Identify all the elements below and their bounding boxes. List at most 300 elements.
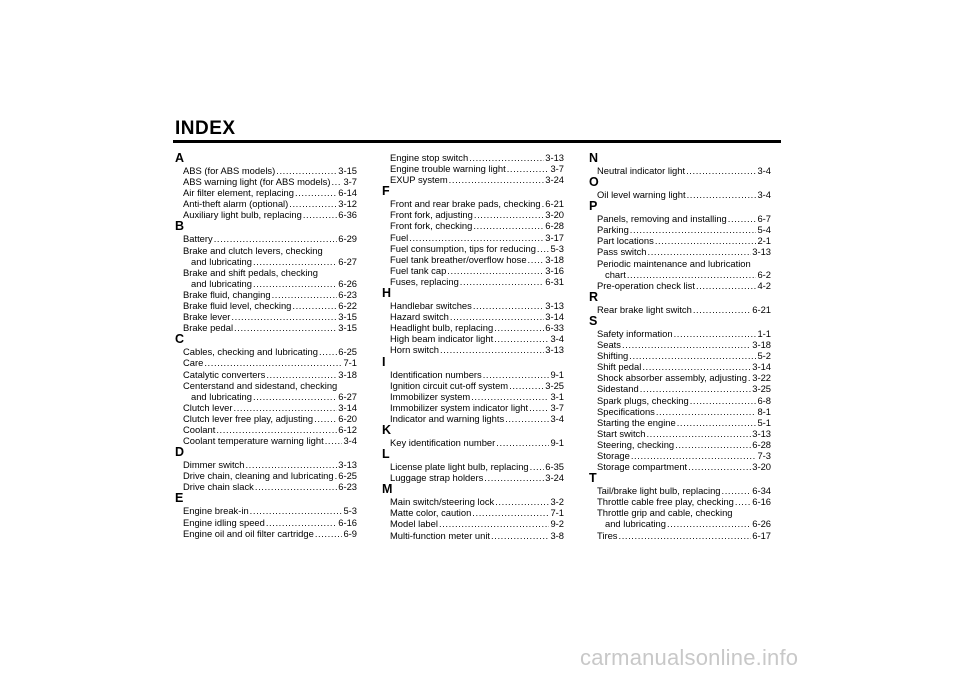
index-column-3: [589, 152, 771, 541]
page-reference: 9-1: [550, 436, 564, 448]
leader-dots: [674, 328, 757, 339]
index-entry-text: Immobilizer system indicator light: [390, 401, 529, 413]
section-letter: T: [589, 471, 597, 486]
index-entry: [382, 254, 564, 265]
index-entry: [382, 322, 564, 333]
leader-dots: [728, 213, 757, 224]
page-reference: 3-4: [550, 333, 564, 345]
watermark: carmanualsonline.info: [580, 645, 799, 670]
leader-dots: [474, 209, 544, 220]
index-entry-text: Engine oil and oil filter cartridge: [183, 527, 314, 539]
leader-dots: [449, 174, 545, 185]
leader-dots: [646, 428, 751, 439]
index-entry-text: Pre-operation check list: [597, 279, 695, 291]
page-reference: 6-8: [757, 394, 771, 406]
index-entry: [175, 289, 357, 300]
page-reference: 3-25: [545, 379, 564, 391]
index-entry-text: Identification numbers: [390, 368, 482, 380]
leader-dots: [693, 304, 751, 315]
leader-dots: [622, 339, 751, 350]
page-reference: 3-13: [752, 427, 771, 439]
index-entry: [175, 209, 357, 220]
index-entry: [589, 361, 771, 372]
page-reference: 6-21: [545, 198, 564, 210]
page-reference: 3-18: [338, 368, 357, 380]
leader-dots: [675, 439, 751, 450]
index-entry: [589, 213, 771, 224]
leader-dots: [505, 413, 549, 424]
index-entry-text: Part locations: [597, 235, 654, 247]
leader-dots: [542, 198, 545, 209]
index-entry-text: Battery: [183, 233, 213, 245]
index-entry: [382, 496, 564, 507]
index-entry: [382, 243, 564, 254]
page-reference: 7-1: [343, 357, 357, 369]
page-reference: 6-22: [338, 300, 357, 312]
leader-dots: [696, 280, 756, 291]
section-letter: P: [589, 199, 598, 214]
index-entry-text: Engine break-in: [183, 505, 249, 517]
index-entry-text: Periodic maintenance and lubrication: [597, 257, 751, 269]
page-reference: 6-7: [757, 213, 771, 225]
index-entry-text: Key identification number: [390, 436, 496, 448]
leader-dots: [295, 187, 337, 198]
index-entry: [382, 369, 564, 380]
page-reference: 5-2: [757, 350, 771, 362]
page-reference: 6-25: [338, 470, 357, 482]
page-reference: 3-25: [752, 383, 771, 395]
page-reference: 3-17: [545, 231, 564, 243]
index-entry: [589, 439, 771, 450]
index-entry-text: Ignition circuit cut-off system: [390, 379, 509, 391]
index-entry: [589, 339, 771, 350]
index-entry: [175, 233, 357, 244]
index-entry-text: Tail/brake light bulb, replacing: [597, 485, 721, 497]
index-entry: [589, 496, 771, 507]
page-reference: 6-12: [338, 423, 357, 435]
index-entry-text: and lubricating: [605, 518, 666, 530]
index-entry: [175, 435, 357, 446]
leader-dots: [735, 496, 751, 507]
leader-dots: [245, 459, 337, 470]
index-entry: [175, 198, 357, 209]
index-entry: [382, 152, 564, 163]
leader-dots: [722, 485, 752, 496]
leader-dots: [204, 357, 342, 368]
index-entry: [382, 209, 564, 220]
index-entry-text: Auxiliary light bulb, replacing: [183, 209, 302, 221]
index-entry: [175, 322, 357, 333]
leader-dots: [292, 300, 337, 311]
page-reference: 4-2: [757, 279, 771, 291]
index-entry-text: Sidestand: [597, 383, 639, 395]
index-entry: [382, 220, 564, 231]
section-letter: H: [382, 286, 392, 301]
page-reference: 6-27: [338, 255, 357, 267]
index-entry: [589, 280, 771, 291]
index-column-1: [175, 152, 357, 539]
index-entry-text: Coolant: [183, 423, 216, 435]
page-reference: 3-15: [338, 322, 357, 334]
index-entry-text: ABS warning light (for ABS models): [183, 176, 331, 188]
index-entry-text: Brake fluid, changing: [183, 288, 271, 300]
index-entry: [589, 395, 771, 406]
index-entry: [175, 459, 357, 470]
section-letter: I: [382, 354, 386, 369]
index-entry-text: Matte color, caution: [390, 507, 472, 519]
index-entry: [175, 528, 357, 539]
index-entry-text: Front and rear brake pads, checking: [390, 198, 541, 210]
index-entry-text: Storage compartment: [597, 461, 688, 473]
page-reference: 3-7: [550, 401, 564, 413]
leader-dots: [473, 300, 544, 311]
page-reference: 3-13: [545, 300, 564, 312]
leader-dots: [655, 235, 757, 246]
index-entry: [589, 428, 771, 439]
index-entry: [382, 311, 564, 322]
page-reference: 3-20: [545, 209, 564, 221]
index-entry-text: Fuel: [390, 231, 409, 243]
index-entry-text: Air filter element, replacing: [183, 187, 294, 199]
leader-dots: [460, 276, 544, 287]
title-rule: [173, 140, 781, 143]
leader-dots: [491, 530, 549, 541]
index-entry: [589, 507, 771, 529]
page-reference: 3-7: [343, 176, 357, 188]
index-entry-text: Start switch: [597, 427, 646, 439]
leader-dots: [496, 437, 549, 448]
index-entry-text: License plate light bulb, replacing: [390, 461, 529, 473]
page-reference: 3-13: [545, 152, 564, 163]
index-entry: [175, 424, 357, 435]
leader-dots: [214, 233, 338, 244]
section-letter: O: [589, 175, 599, 190]
leader-dots: [440, 344, 544, 355]
index-entry: [589, 372, 771, 383]
index-entry: [589, 417, 771, 428]
leader-dots: [530, 461, 545, 472]
leader-dots: [509, 380, 544, 391]
page-reference: 8-1: [757, 405, 771, 417]
leader-dots: [688, 461, 751, 472]
leader-dots: [484, 472, 544, 483]
index-entry: [175, 357, 357, 368]
page-reference: 6-34: [752, 485, 771, 497]
section-letter: A: [175, 151, 185, 165]
page-reference: 6-23: [338, 288, 357, 300]
leader-dots: [272, 289, 338, 300]
index-entry: [589, 383, 771, 394]
leader-dots: [495, 496, 549, 507]
index-entry-text: Spark plugs, checking: [597, 394, 689, 406]
page-reference: 9-2: [550, 518, 564, 530]
index-entry-text: Oil level warning light: [597, 189, 686, 201]
index-entry-text: Tires: [597, 529, 618, 541]
page-reference: 6-14: [338, 187, 357, 199]
index-entry: [382, 265, 564, 276]
leader-dots: [289, 198, 337, 209]
index-entry-text: and lubricating: [191, 277, 252, 289]
page-reference: 6-28: [545, 220, 564, 232]
page-reference: 7-1: [550, 507, 564, 519]
index-entry-text: Neutral indicator light: [597, 165, 686, 176]
index-entry-text: Safety information: [597, 327, 673, 339]
leader-dots: [234, 402, 338, 413]
leader-dots: [303, 209, 337, 220]
leader-dots: [447, 265, 544, 276]
section-letter: S: [589, 313, 598, 328]
index-entry-text: Drive chain, cleaning and lubricating: [183, 470, 334, 482]
index-entry-text: High beam indicator light: [390, 333, 494, 345]
leader-dots: [335, 470, 338, 481]
index-entry: [589, 461, 771, 472]
leader-dots: [469, 152, 544, 163]
leader-dots: [631, 450, 757, 461]
leader-dots: [630, 224, 757, 235]
page-reference: 3-7: [550, 163, 564, 175]
section-letter: K: [382, 422, 392, 437]
leader-dots: [266, 369, 337, 380]
index-entry: [382, 507, 564, 518]
page-reference: 6-35: [545, 461, 564, 473]
index-entry-text: Coolant temperature warning light: [183, 435, 324, 447]
index-entry-text: Clutch lever: [183, 401, 233, 413]
leader-dots: [409, 232, 544, 243]
index-entry-text: Throttle cable free play, checking: [597, 496, 734, 508]
index-entry-text: chart: [605, 268, 626, 280]
index-entry-text: Multi-function meter unit: [390, 529, 491, 541]
index-entry-text: Indicator and warning lights: [390, 412, 505, 424]
page-reference: 5-3: [343, 505, 357, 517]
page-reference: 6-23: [338, 481, 357, 493]
page-reference: 6-26: [338, 277, 357, 289]
leader-dots: [231, 311, 337, 322]
section-letter: F: [382, 184, 390, 199]
leader-dots: [315, 528, 343, 539]
section-letter: D: [175, 445, 185, 460]
index-entry: [382, 276, 564, 287]
leader-dots: [253, 278, 337, 289]
page-reference: 6-20: [338, 412, 357, 424]
index-entry-text: Clutch lever free play, adjusting: [183, 412, 314, 424]
page-reference: 6-2: [757, 268, 771, 280]
section-letter: N: [589, 151, 599, 165]
page-reference: 6-16: [752, 496, 771, 508]
leader-dots: [627, 269, 757, 280]
index-entry-text: Fuel tank breather/overflow hose: [390, 253, 527, 265]
leader-dots: [250, 505, 343, 516]
index-entry: [175, 505, 357, 516]
leader-dots: [253, 256, 337, 267]
index-entry-text: and lubricating: [191, 255, 252, 267]
page-reference: 3-14: [545, 311, 564, 323]
index-entry: [382, 413, 564, 424]
index-column-2: [382, 152, 564, 541]
leader-dots: [494, 322, 544, 333]
leader-dots: [255, 481, 337, 492]
index-entry-text: Cables, checking and lubricating: [183, 346, 318, 358]
page-reference: 3-4: [757, 165, 771, 176]
index-entry: [175, 267, 357, 289]
page-reference: 6-9: [343, 527, 357, 539]
index-entry-text: Brake lever: [183, 311, 231, 323]
page-reference: 2-1: [757, 235, 771, 247]
index-entry: [382, 300, 564, 311]
leader-dots: [253, 391, 337, 402]
page-reference: 3-15: [338, 311, 357, 323]
index-entry-text: Specifications: [597, 405, 655, 417]
index-entry: [175, 470, 357, 481]
index-entry-text: Parking: [597, 224, 629, 236]
leader-dots: [325, 435, 343, 446]
leader-dots: [234, 322, 337, 333]
page-reference: 3-16: [545, 264, 564, 276]
leader-dots: [266, 517, 337, 528]
index-entry-text: Handlebar switches: [390, 300, 472, 312]
index-entry: [175, 346, 357, 357]
leader-dots: [473, 220, 544, 231]
leader-dots: [748, 372, 751, 383]
index-entry: [589, 224, 771, 235]
index-entry-text: Brake fluid level, checking: [183, 300, 292, 312]
page-reference: 3-13: [338, 459, 357, 471]
index-entry: [382, 402, 564, 413]
leader-dots: [471, 391, 549, 402]
index-entry-text: Steering, checking: [597, 438, 675, 450]
page-reference: 9-1: [550, 368, 564, 380]
index-entry-text: Horn switch: [390, 344, 439, 356]
section-letter: M: [382, 482, 393, 497]
index-entry-text: Luggage strap holders: [390, 472, 484, 484]
section-letter: R: [589, 289, 599, 304]
leader-dots: [618, 530, 751, 541]
page-reference: 7-3: [757, 449, 771, 461]
index-entry-text: Front fork, checking: [390, 220, 473, 232]
index-entry: [589, 189, 771, 200]
page-reference: 6-29: [338, 233, 357, 245]
leader-dots: [667, 518, 751, 529]
leader-dots: [216, 424, 337, 435]
leader-dots: [507, 163, 550, 174]
index-entry-text: Dimmer switch: [183, 459, 245, 471]
index-entry-text: Pass switch: [597, 246, 647, 258]
page-reference: 3-12: [338, 198, 357, 210]
index-entry: [589, 450, 771, 461]
index-entry-text: Drive chain slack: [183, 481, 254, 493]
index-entry: [589, 235, 771, 246]
index-entry-text: Hazard switch: [390, 311, 449, 323]
index-entry: [382, 198, 564, 209]
page-reference: 6-33: [545, 322, 564, 334]
page-reference: 6-17: [752, 529, 771, 541]
index-entry-text: ABS (for ABS models): [183, 165, 276, 176]
index-entry: [382, 344, 564, 355]
page-reference: 6-28: [752, 438, 771, 450]
page-reference: 3-24: [545, 472, 564, 484]
index-entry-text: Rear brake light switch: [597, 303, 692, 315]
index-entry: [175, 176, 357, 187]
page-reference: 6-16: [338, 516, 357, 528]
page-reference: 6-25: [338, 346, 357, 358]
index-entry-text: Throttle grip and cable, checking: [597, 507, 733, 519]
page-reference: 3-20: [752, 461, 771, 473]
index-entry-text: Headlight bulb, replacing: [390, 322, 494, 334]
index-entry-text: Shifting: [597, 350, 629, 362]
leader-dots: [319, 346, 337, 357]
page-reference: 3-13: [752, 246, 771, 258]
index-entry: [589, 258, 771, 280]
index-entry-text: Front fork, adjusting: [390, 209, 473, 221]
page-reference: 3-13: [545, 344, 564, 356]
index-entry: [382, 163, 564, 174]
leader-dots: [483, 369, 550, 380]
leader-dots: [629, 350, 756, 361]
index-entry: [382, 174, 564, 185]
index-entry-text: Brake and shift pedals, checking: [183, 266, 318, 278]
page-reference: 1-1: [757, 327, 771, 339]
leader-dots: [472, 507, 549, 518]
page-reference: 3-1: [550, 390, 564, 402]
index-entry: [382, 391, 564, 402]
leader-dots: [529, 402, 549, 413]
page-reference: 5-4: [757, 224, 771, 236]
index-entry: [589, 328, 771, 339]
index-entry-text: Catalytic converters: [183, 368, 266, 380]
leader-dots: [276, 165, 337, 176]
index-entry-text: Seats: [597, 339, 621, 351]
index-entry-text: EXUP system: [390, 174, 448, 186]
page-reference: 3-15: [338, 165, 357, 176]
index-entry-text: Fuses, replacing: [390, 275, 459, 287]
page-reference: 3-22: [752, 372, 771, 384]
index-entry: [175, 402, 357, 413]
index-entry: [382, 518, 564, 529]
section-letter: C: [175, 332, 185, 347]
page-reference: 3-4: [757, 189, 771, 201]
page-reference: 3-2: [550, 496, 564, 508]
page-title: INDEX: [175, 118, 236, 139]
index-entry: [589, 304, 771, 315]
leader-dots: [640, 383, 752, 394]
index-entry-text: Immobilizer system: [390, 390, 471, 402]
index-entry: [175, 517, 357, 528]
index-entry-text: Fuel tank cap: [390, 264, 447, 276]
index-entry: [382, 437, 564, 448]
page-reference: 3-18: [752, 339, 771, 351]
leader-dots: [450, 311, 544, 322]
index-entry-text: Engine idling speed: [183, 516, 265, 528]
page-reference: 6-36: [338, 209, 357, 221]
page-reference: 3-24: [545, 174, 564, 186]
page-reference: 3-4: [550, 412, 564, 424]
leader-dots: [537, 243, 550, 254]
index-entry-text: Anti-theft alarm (optional): [183, 198, 289, 210]
index-entry: [175, 369, 357, 380]
page-reference: 6-26: [752, 518, 771, 530]
index-entry: [589, 165, 771, 176]
index-entry: [382, 472, 564, 483]
leader-dots: [677, 417, 757, 428]
index-entry: [175, 300, 357, 311]
index-entry-text: Engine stop switch: [390, 152, 469, 163]
index-entry: [382, 530, 564, 541]
leader-dots: [642, 361, 751, 372]
leader-dots: [331, 176, 342, 187]
leader-dots: [439, 518, 549, 529]
index-entry-text: Storage: [597, 449, 630, 461]
index-entry: [175, 165, 357, 176]
index-entry: [382, 333, 564, 344]
